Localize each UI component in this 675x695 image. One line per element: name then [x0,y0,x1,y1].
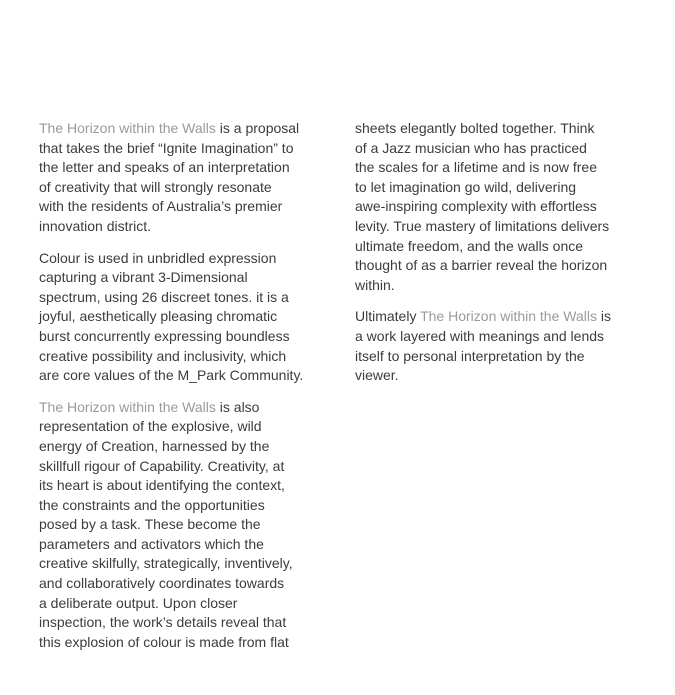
text-line: within. [355,276,395,293]
text-fragment: is [596,308,611,325]
left-column [39,119,329,664]
text-line: and collaboratively coordinates towards [39,575,285,592]
text-line: inspection, the work’s details reveal that [39,614,287,631]
text-line: of a Jazz musician who has practiced [355,139,587,156]
paragraph-jazz [355,119,645,295]
text-line: capturing a vibrant 3-Dimensional [39,269,248,286]
text-line: parameters and activators which the [39,535,264,552]
text-line: are core values of the M_Park Community. [39,367,304,384]
text-line: skillfull rigour of Capability. Creativity, at [39,457,285,474]
text-line: viewer. [355,367,399,384]
text-line: joyful, aesthetically pleasing chromatic [39,308,278,325]
text-line: spectrum, using 26 discreet tones. it is a [39,288,289,305]
text-line: burst concurrently expressing boundless [39,327,290,344]
right-column [355,119,645,398]
text-fragment: is a proposal [215,120,300,136]
text-line: to let imagination go wild, delivering [355,178,577,195]
text-line: awe-inspiring complexity with effortless [355,198,597,215]
work-title-highlight: The Horizon within the Walls [39,120,216,136]
text-line: with the residents of Australia’s premier [39,198,283,215]
text-fragment: Ultimately [355,308,421,325]
text-line [39,119,329,139]
text-line: representation of the explosive, wild [39,418,262,435]
text-line: a work layered with meanings and lends [355,327,605,344]
text-line [39,398,329,418]
text-line: creative skilfully, strategically, inventively, [39,555,293,572]
text-line: energy of Creation, harnessed by the [39,437,270,454]
text-line: that takes the brief “Ignite Imagination” to [39,139,294,156]
text-line [355,307,645,327]
text-line: the constraints and the opportunities [39,496,265,513]
text-line: the scales for a lifetime and is now free [355,159,598,176]
text-line: of creativity that will strongly resonate [39,178,272,195]
text-line: posed by a task. These become the [39,516,261,533]
text-line: sheets elegantly bolted together. Think [355,120,595,136]
text-line: itself to personal interpretation by the [355,347,585,364]
work-title-highlight: The Horizon within the Walls [420,308,597,325]
text-line: ultimate freedom, and the walls once [355,237,584,254]
text-line: thought of as a barrier reveal the horizon [355,257,608,274]
paragraph-conclusion [355,307,645,385]
text-line: a deliberate output. Upon closer [39,594,238,611]
text-line: innovation district. [39,217,152,234]
text-line: levity. True mastery of limitations delivers [355,217,610,234]
text-line: its heart is about identifying the context, [39,477,285,494]
text-line: creative possibility and inclusivity, which [39,347,287,364]
text-line: Colour is used in unbridled expression [39,249,277,266]
paragraph-representation [39,398,329,653]
paragraph-colour [39,249,329,386]
text-fragment: is also [215,398,260,415]
text-line: the letter and speaks of an interpretation [39,159,290,176]
paragraph-intro [39,119,329,237]
text-line: this explosion of colour is made from flat [39,633,289,650]
work-title-highlight: The Horizon within the Walls [39,398,216,415]
